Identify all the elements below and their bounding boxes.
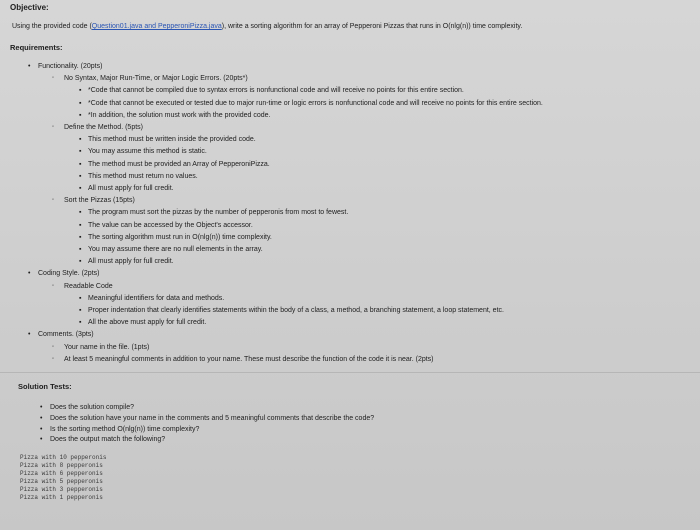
requirement-item (79, 135, 256, 144)
solution-test-item (40, 414, 375, 423)
requirement-item (28, 269, 100, 278)
requirement-text: Coding Style. (2pts) (38, 270, 100, 278)
solution-test-text: Is the sorting method O(nlg(n)) time complexity? (50, 425, 200, 433)
requirement-text: All the above must apply for full credit. (88, 319, 207, 327)
requirement-item (28, 62, 103, 71)
requirement-item (79, 172, 198, 181)
bullet-icon: ◦ (52, 343, 55, 350)
bullet-icon: ▪ (79, 111, 82, 119)
requirement-text: Sort the Pizzas (15pts) (64, 197, 135, 205)
bullet-icon: ▪ (79, 160, 82, 168)
output-line: Pizza with 5 pepperonis (20, 478, 103, 485)
bullet-icon: ▪ (79, 136, 82, 144)
source-files-link[interactable]: Question01.java and PepperoniPizza.java (91, 23, 222, 30)
bullet-icon: • (28, 331, 31, 339)
requirement-text: Your name in the file. (1pts) (64, 343, 150, 351)
requirement-item (79, 257, 174, 266)
bullet-icon: ▪ (79, 294, 82, 302)
requirement-item (79, 147, 207, 156)
requirement-text: The value can be accessed by the Object's accessor. (88, 221, 253, 229)
requirement-item (79, 208, 349, 217)
bullet-icon: ▪ (79, 87, 82, 95)
requirement-item (79, 111, 271, 120)
solution-test-item (40, 435, 166, 444)
bullet-icon: ◦ (52, 282, 55, 289)
requirement-item (79, 160, 270, 169)
requirement-item (52, 282, 113, 291)
bullet-icon: ◦ (52, 355, 55, 362)
requirement-text: Proper indentation that clearly identifies statements within the body of a class, a method, a branching statement, a loop statement, etc. (88, 307, 504, 314)
output-line: Pizza with 1 pepperonis (20, 494, 103, 501)
bullet-icon: ▪ (79, 258, 82, 266)
bullet-icon: ◦ (52, 124, 55, 130)
bullet-icon: • (40, 404, 43, 411)
bullet-icon: ▪ (79, 172, 82, 180)
requirement-text: Comments. (3pts) (38, 331, 94, 339)
solution-test-item (40, 425, 200, 434)
requirement-text: You may assume this method is static. (88, 148, 207, 156)
bullet-icon: ▪ (79, 233, 82, 241)
bullet-icon: ▪ (79, 221, 82, 229)
bullet-icon: ▪ (79, 209, 82, 217)
requirement-text: At least 5 meaningful comments in addition to your name. These must describe the function of the code it is near. (2pts) (64, 355, 434, 363)
requirement-text: *In addition, the solution must work with the provided code. (88, 111, 271, 119)
bullet-icon: ▪ (79, 99, 82, 107)
output-line: Pizza with 3 pepperonis (20, 486, 103, 493)
requirement-text: All must apply for full credit. (88, 258, 174, 266)
objective-text-after: ), write a sorting algorithm for an array of Pepperoni Pizzas that runs in O(nlg(n)) time complexity. (221, 23, 523, 30)
requirement-item (52, 355, 434, 364)
bullet-icon: ▪ (79, 307, 82, 314)
output-line: Pizza with 10 pepperonis (20, 454, 107, 461)
requirement-text: This method must be written inside the provided code. (88, 136, 256, 144)
bullet-icon: ▪ (79, 148, 82, 156)
bullet-icon: • (28, 63, 31, 70)
requirement-item (52, 123, 143, 132)
bullet-icon: ◦ (52, 197, 55, 204)
requirement-item (79, 221, 253, 230)
bullet-icon: ◦ (52, 75, 55, 82)
requirement-item (79, 233, 272, 242)
requirement-item (28, 330, 94, 339)
bullet-icon: ▪ (79, 319, 82, 327)
expected-output-block (20, 454, 106, 502)
output-line: Pizza with 8 pepperonis (20, 462, 103, 469)
objective-text-before: Using the provided code ( (12, 23, 92, 30)
requirement-text: Define the Method. (5pts) (64, 124, 143, 131)
requirement-item (52, 343, 150, 352)
bullet-icon: • (40, 436, 43, 444)
requirement-item (79, 294, 225, 303)
requirement-item (79, 306, 504, 315)
output-line: Pizza with 6 pepperonis (20, 470, 103, 477)
requirement-text: *Code that cannot be executed or tested due to major run-time or logic errors is nonfunctional code and will receive no points for this entire section. (88, 99, 543, 107)
requirement-item (79, 99, 543, 108)
solution-tests-section (8, 374, 698, 530)
requirements-heading: Requirements: (10, 43, 63, 52)
solution-test-text: Does the output match the following? (50, 436, 166, 444)
requirement-text: The method must be provided an Array of PepperoniPizza. (88, 160, 270, 168)
requirement-item (52, 196, 135, 205)
requirement-text: This method must return no values. (88, 172, 198, 180)
requirement-text: All must apply for full credit. (88, 185, 174, 192)
bullet-icon: ▪ (79, 185, 82, 192)
solution-test-text: Does the solution compile? (50, 404, 135, 411)
solution-tests-heading: Solution Tests: (18, 382, 72, 391)
requirement-item (79, 318, 207, 327)
requirement-text: Meaningful identifiers for data and methods. (88, 294, 225, 302)
requirement-item (79, 184, 174, 193)
bullet-icon: ▪ (79, 246, 82, 253)
requirement-text: You may assume there are no null elements in the array. (88, 246, 263, 253)
objective-text (12, 23, 522, 30)
requirement-text: The program must sort the pizzas by the number of pepperonis from most to fewest. (88, 209, 349, 217)
solution-test-item (40, 403, 135, 412)
requirement-item (52, 74, 248, 83)
requirement-text: Readable Code (64, 282, 113, 290)
requirement-text: *Code that cannot be compiled due to syntax errors is nonfunctional code and will receive no points for this entire section. (88, 87, 464, 95)
requirement-text: Functionality. (20pts) (38, 63, 103, 70)
solution-test-text: Does the solution have your name in the comments and 5 meaningful comments that describe the code? (50, 414, 375, 422)
bullet-icon: • (40, 414, 43, 422)
objective-heading: Objective: (10, 3, 49, 12)
requirement-item (79, 86, 464, 95)
requirement-text: No Syntax, Major Run-Time, or Major Logic Errors. (20pts*) (64, 75, 248, 83)
bullet-icon: • (40, 425, 43, 433)
bullet-icon: • (28, 270, 31, 278)
requirement-text: The sorting algorithm must run in O(nlg(n)) time complexity. (88, 233, 272, 241)
requirement-item (79, 245, 263, 254)
section-divider (0, 372, 700, 373)
